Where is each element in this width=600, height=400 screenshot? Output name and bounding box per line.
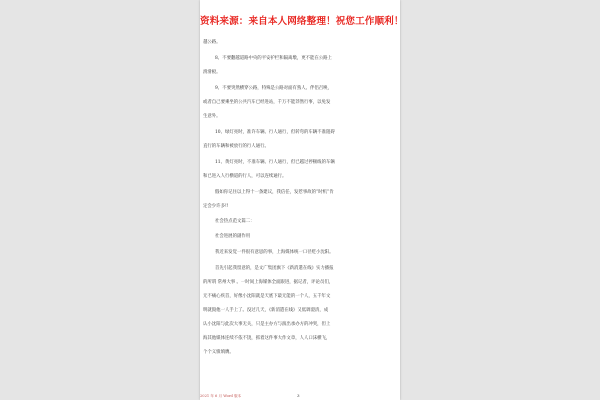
text-line: 滑滑板。 [203, 70, 221, 75]
text-line: 明就毁他一人手上了。没过几天，《新消遣在线》又低调澄清，成 [203, 308, 329, 313]
text-line: 9、不要突然横穿公路，特殊是公路对面有熟人、伴侣召唤， [215, 86, 332, 91]
header-banner: 资料来源：来自本人网络整理！祝您工作顺利！ [200, 16, 404, 27]
document-page [200, 0, 404, 400]
page-number: 3 [297, 393, 300, 398]
text-line: 10、绿灯亮时，准许车辆、行人通行，但转弯的车辆不准阻碍 [215, 130, 335, 135]
footer-date: 2021 年 6 月 Word 版本 [200, 394, 242, 398]
text-line: 直行的车辆和被放行的行人通行。 [203, 144, 269, 149]
text-line: 认小沈阳与此次大事无关，只是主办方与演出承办方的冲突，但上 [203, 322, 331, 327]
text-line: 首先引起我留意的，是文广集团旗下《新消遣在线》实力播报 [215, 266, 334, 271]
text-line: 我近来发觉一件很有意思的事，上海媒体统一口径贬小沈阳。 [215, 250, 334, 255]
text-line: 海其他媒体连续不依不饶，抓着这件事大作文章，人人口沫横飞， [203, 336, 331, 341]
text-line: 生意外。 [203, 114, 221, 119]
text-line: 定会少许多!! [203, 204, 229, 209]
text-line: 越公路。 [203, 40, 221, 45]
section-title: 社会热点范文篇二： [215, 219, 255, 224]
text-line: 8、不要翻越道路中央的平安护栏和隔离墩，更不能在公路上 [215, 56, 332, 61]
text-line: 社会进展的副作用 [215, 234, 251, 239]
text-line: 或者自己要乘坐的公共汽车已经进站，千万不能莽然行事，以免发 [203, 100, 331, 105]
text-line: 个个义愤填膺。 [203, 350, 234, 355]
text-line: 假如你记住以上得十一条建议，我信任，发惹事故的“时机”肯 [215, 190, 334, 195]
text-line: 无不痛心疾首，好像小沈阳就是天底下最无能的一个人，五千年文 [203, 294, 331, 299]
text-line: 的所谓 常州大事 。一时间上海媒体全面跟进，据记者，评论员们， [203, 280, 334, 285]
text-line: 11、黄灯亮时，不准车辆、行人通行，但已越过停顿线的车辆 [215, 160, 335, 165]
text-line: 和已进入人行横道的行人，可以连续通行。 [203, 174, 287, 179]
